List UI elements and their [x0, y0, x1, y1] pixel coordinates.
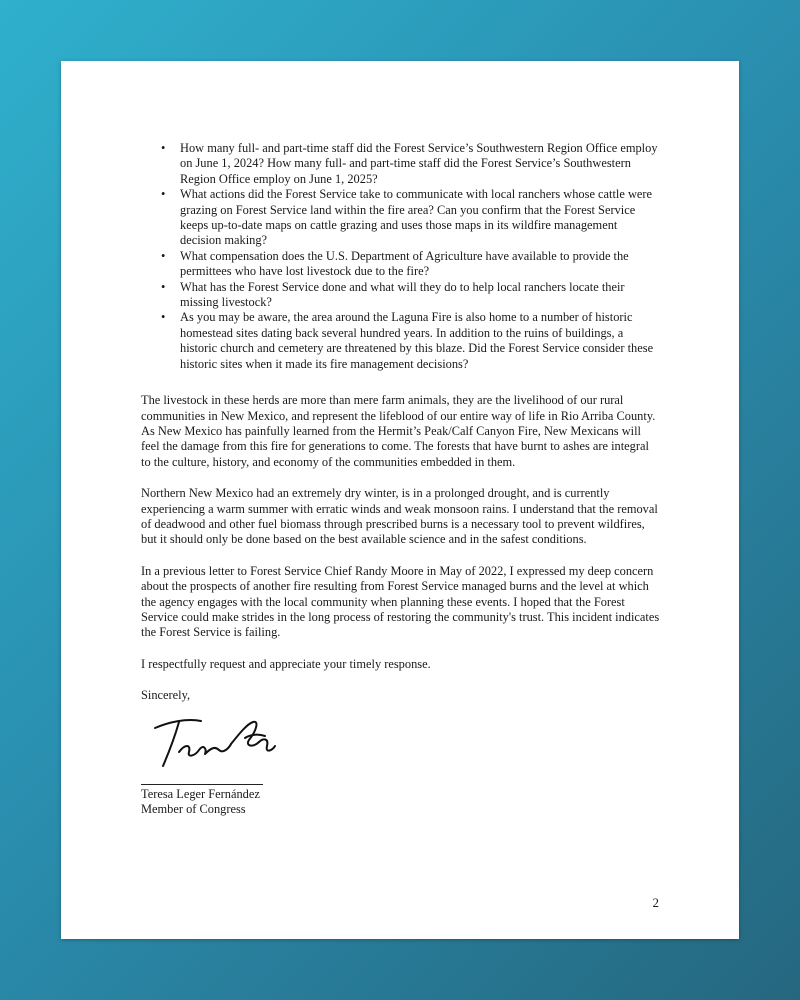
question-text: What compensation does the U.S. Department of Agriculture have available to provide the permittees who have lost livestock due to the fire? — [180, 248, 629, 279]
letter-body — [141, 141, 661, 817]
paragraph-livestock: The livestock in these herds are more than mere farm animals, they are the livelihood of our rural communities in New Mexico, and represent the lifeblood of our entire way of life in Rio Arriba County. As New Mexico has painfully learned from the Hermit’s Peak/Calf Canyon Fire, New Mexicans will feel the damage from this fire for generations to come. The forests that have burnt to ashes are integral to the culture, history, and economy of the communities embedded in them. — [141, 393, 656, 469]
list-item — [141, 280, 661, 311]
closing-salutation: Sincerely, — [141, 688, 191, 703]
letter-page — [61, 61, 739, 939]
paragraph-request: I respectfully request and appreciate your timely response. — [141, 656, 431, 671]
bullet-icon: • — [161, 248, 166, 263]
bullet-icon: • — [161, 187, 166, 202]
bullet-icon: • — [161, 141, 166, 155]
question-text: How many full- and part-time staff did the Forest Service’s Southwestern Region Office employ on June 1, 2024? How many full- and part-time staff did the Forest Service’s Southwestern Region Office employ on June 1, 2025? — [180, 141, 658, 186]
bullet-icon: • — [161, 279, 166, 294]
list-item — [141, 187, 661, 249]
list-item — [141, 310, 661, 372]
list-item — [141, 141, 661, 187]
question-list — [141, 141, 661, 372]
bullet-icon: • — [161, 310, 166, 325]
handwritten-signature-icon — [149, 708, 279, 778]
paragraph-drought: Northern New Mexico had an extremely dry winter, is in a prolonged drought, and is currently experiencing a warm summer with erratic winds and weak monsoon rains. I understand that the removal of deadwood and other fuel biomass through prescribed burns is a necessary tool to prevent wildfires, but it should only be done based on the best available science and in the safest conditions. — [141, 486, 658, 547]
signature-area — [141, 704, 661, 784]
question-text: What actions did the Forest Service take to communicate with local ranchers whose cattle were grazing on Forest Service land within the fire area? Can you confirm that the Forest Service keeps up-to-date maps on cattle grazing and uses those maps in its wildfire management decision making? — [180, 187, 653, 248]
question-text: What has the Forest Service done and what will they do to help local ranchers locate their missing livestock? — [180, 279, 625, 310]
signer-title: Member of Congress — [141, 802, 246, 816]
signer-name: Teresa Leger Fernández — [141, 786, 260, 801]
question-text: As you may be aware, the area around the Laguna Fire is also home to a number of historic homestead sites dating back several hundred years. In addition to the ruins of buildings, a historic church and cemetery are threatened by this blaze. Did the Forest Service consider these historic sites when it made its fire management decisions? — [180, 310, 654, 371]
paragraph-previous-letter: In a previous letter to Forest Service Chief Randy Moore in May of 2022, I expressed my deep concern about the prospects of another fire resulting from Forest Service managed burns and the level at which the agency engages with the local community when planning these events. I hoped that the Forest Service could make strides in the long process of restoring the community's trust. This incident indicates the Forest Service is failing. — [141, 563, 660, 640]
list-item — [141, 249, 661, 280]
page-number: 2 — [652, 895, 659, 910]
signature-line — [141, 784, 263, 785]
